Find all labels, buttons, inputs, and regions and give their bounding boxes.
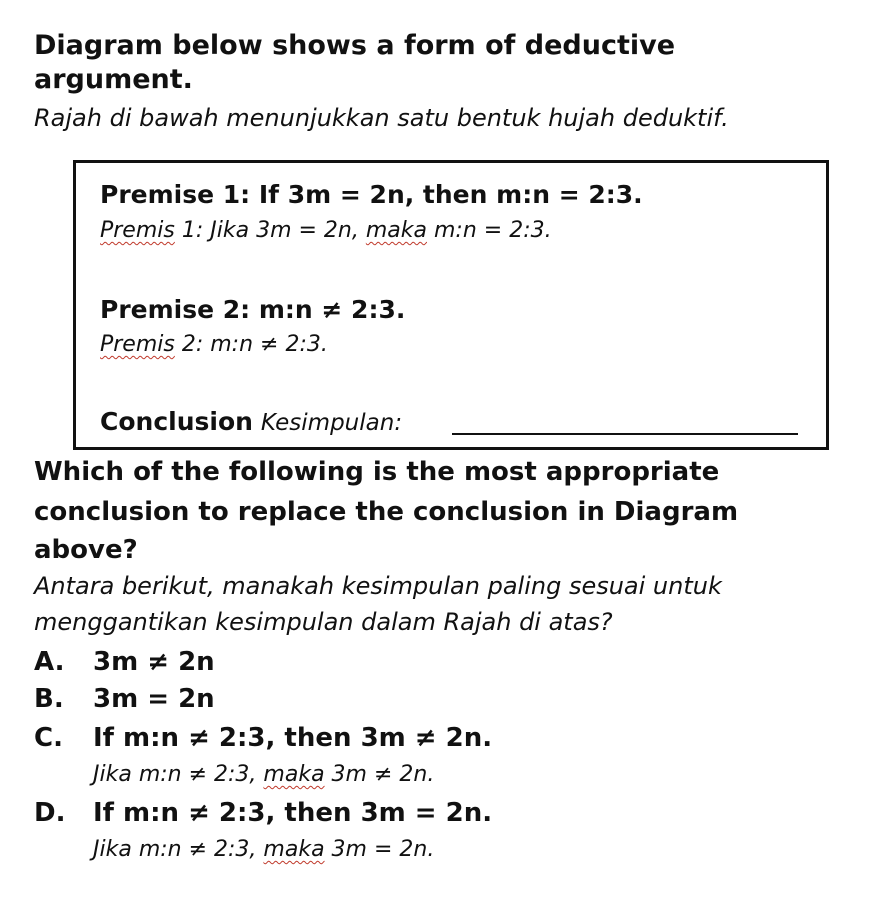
premise-1-malay-a: 1: Jika 3m = 2n,: [174, 218, 366, 243]
maka-word: maka: [263, 837, 325, 862]
option-c-malay: [93, 762, 434, 787]
option-a-letter: A.: [34, 647, 65, 677]
premise-1-malay: [100, 218, 552, 243]
conclusion-malay: Kesimpulan:: [260, 410, 403, 436]
premise-2-malay: [100, 332, 328, 357]
conclusion-blank: [452, 433, 798, 435]
option-c-malay-a: Jika m:n ≠ 2:3,: [93, 762, 264, 787]
conclusion-label: Conclusion: [100, 407, 253, 436]
option-d-text[interactable]: If m:n ≠ 2:3, then 3m = 2n.: [93, 798, 493, 828]
premis-label: Premis: [100, 332, 175, 357]
intro-malay: Rajah di bawah menunjukkan satu bentuk hujah deduktif.: [34, 104, 729, 132]
premise-2-malay-rest: 2: m:n ≠ 2:3.: [174, 332, 328, 357]
option-a-text[interactable]: 3m ≠ 2n: [93, 647, 215, 677]
question-line-1: Which of the following is the most appropriate: [34, 457, 720, 487]
option-d-letter: D.: [34, 798, 66, 828]
intro-line-1: Diagram below shows a form of deductive: [34, 30, 676, 61]
option-c-letter: C.: [34, 723, 63, 753]
question-line-3: above?: [34, 535, 138, 565]
option-b-text[interactable]: 3m = 2n: [93, 684, 215, 714]
maka-word: maka: [263, 762, 325, 787]
option-d-malay-b: 3m = 2n.: [324, 837, 435, 862]
premise-2: Premise 2: m:n ≠ 2:3.: [100, 295, 406, 324]
conclusion-line: [100, 407, 402, 436]
option-b-letter: B.: [34, 684, 64, 714]
premise-1: Premise 1: If 3m = 2n, then m:n = 2:3.: [100, 180, 643, 209]
premis-label: Premis: [100, 218, 175, 243]
option-c-text[interactable]: If m:n ≠ 2:3, then 3m ≠ 2n.: [93, 723, 493, 753]
question-line-2: conclusion to replace the conclusion in Diagram: [34, 497, 739, 527]
premise-1-malay-b: m:n = 2:3.: [427, 218, 552, 243]
option-c-malay-b: 3m ≠ 2n.: [324, 762, 435, 787]
option-d-malay-a: Jika m:n ≠ 2:3,: [93, 837, 264, 862]
intro-line-2: argument.: [34, 64, 193, 95]
maka-word: maka: [365, 218, 427, 243]
question-malay-1: Antara berikut, manakah kesimpulan paling sesuai untuk: [34, 572, 722, 600]
option-d-malay: [93, 837, 434, 862]
question-malay-2: menggantikan kesimpulan dalam Rajah di atas?: [34, 608, 613, 636]
